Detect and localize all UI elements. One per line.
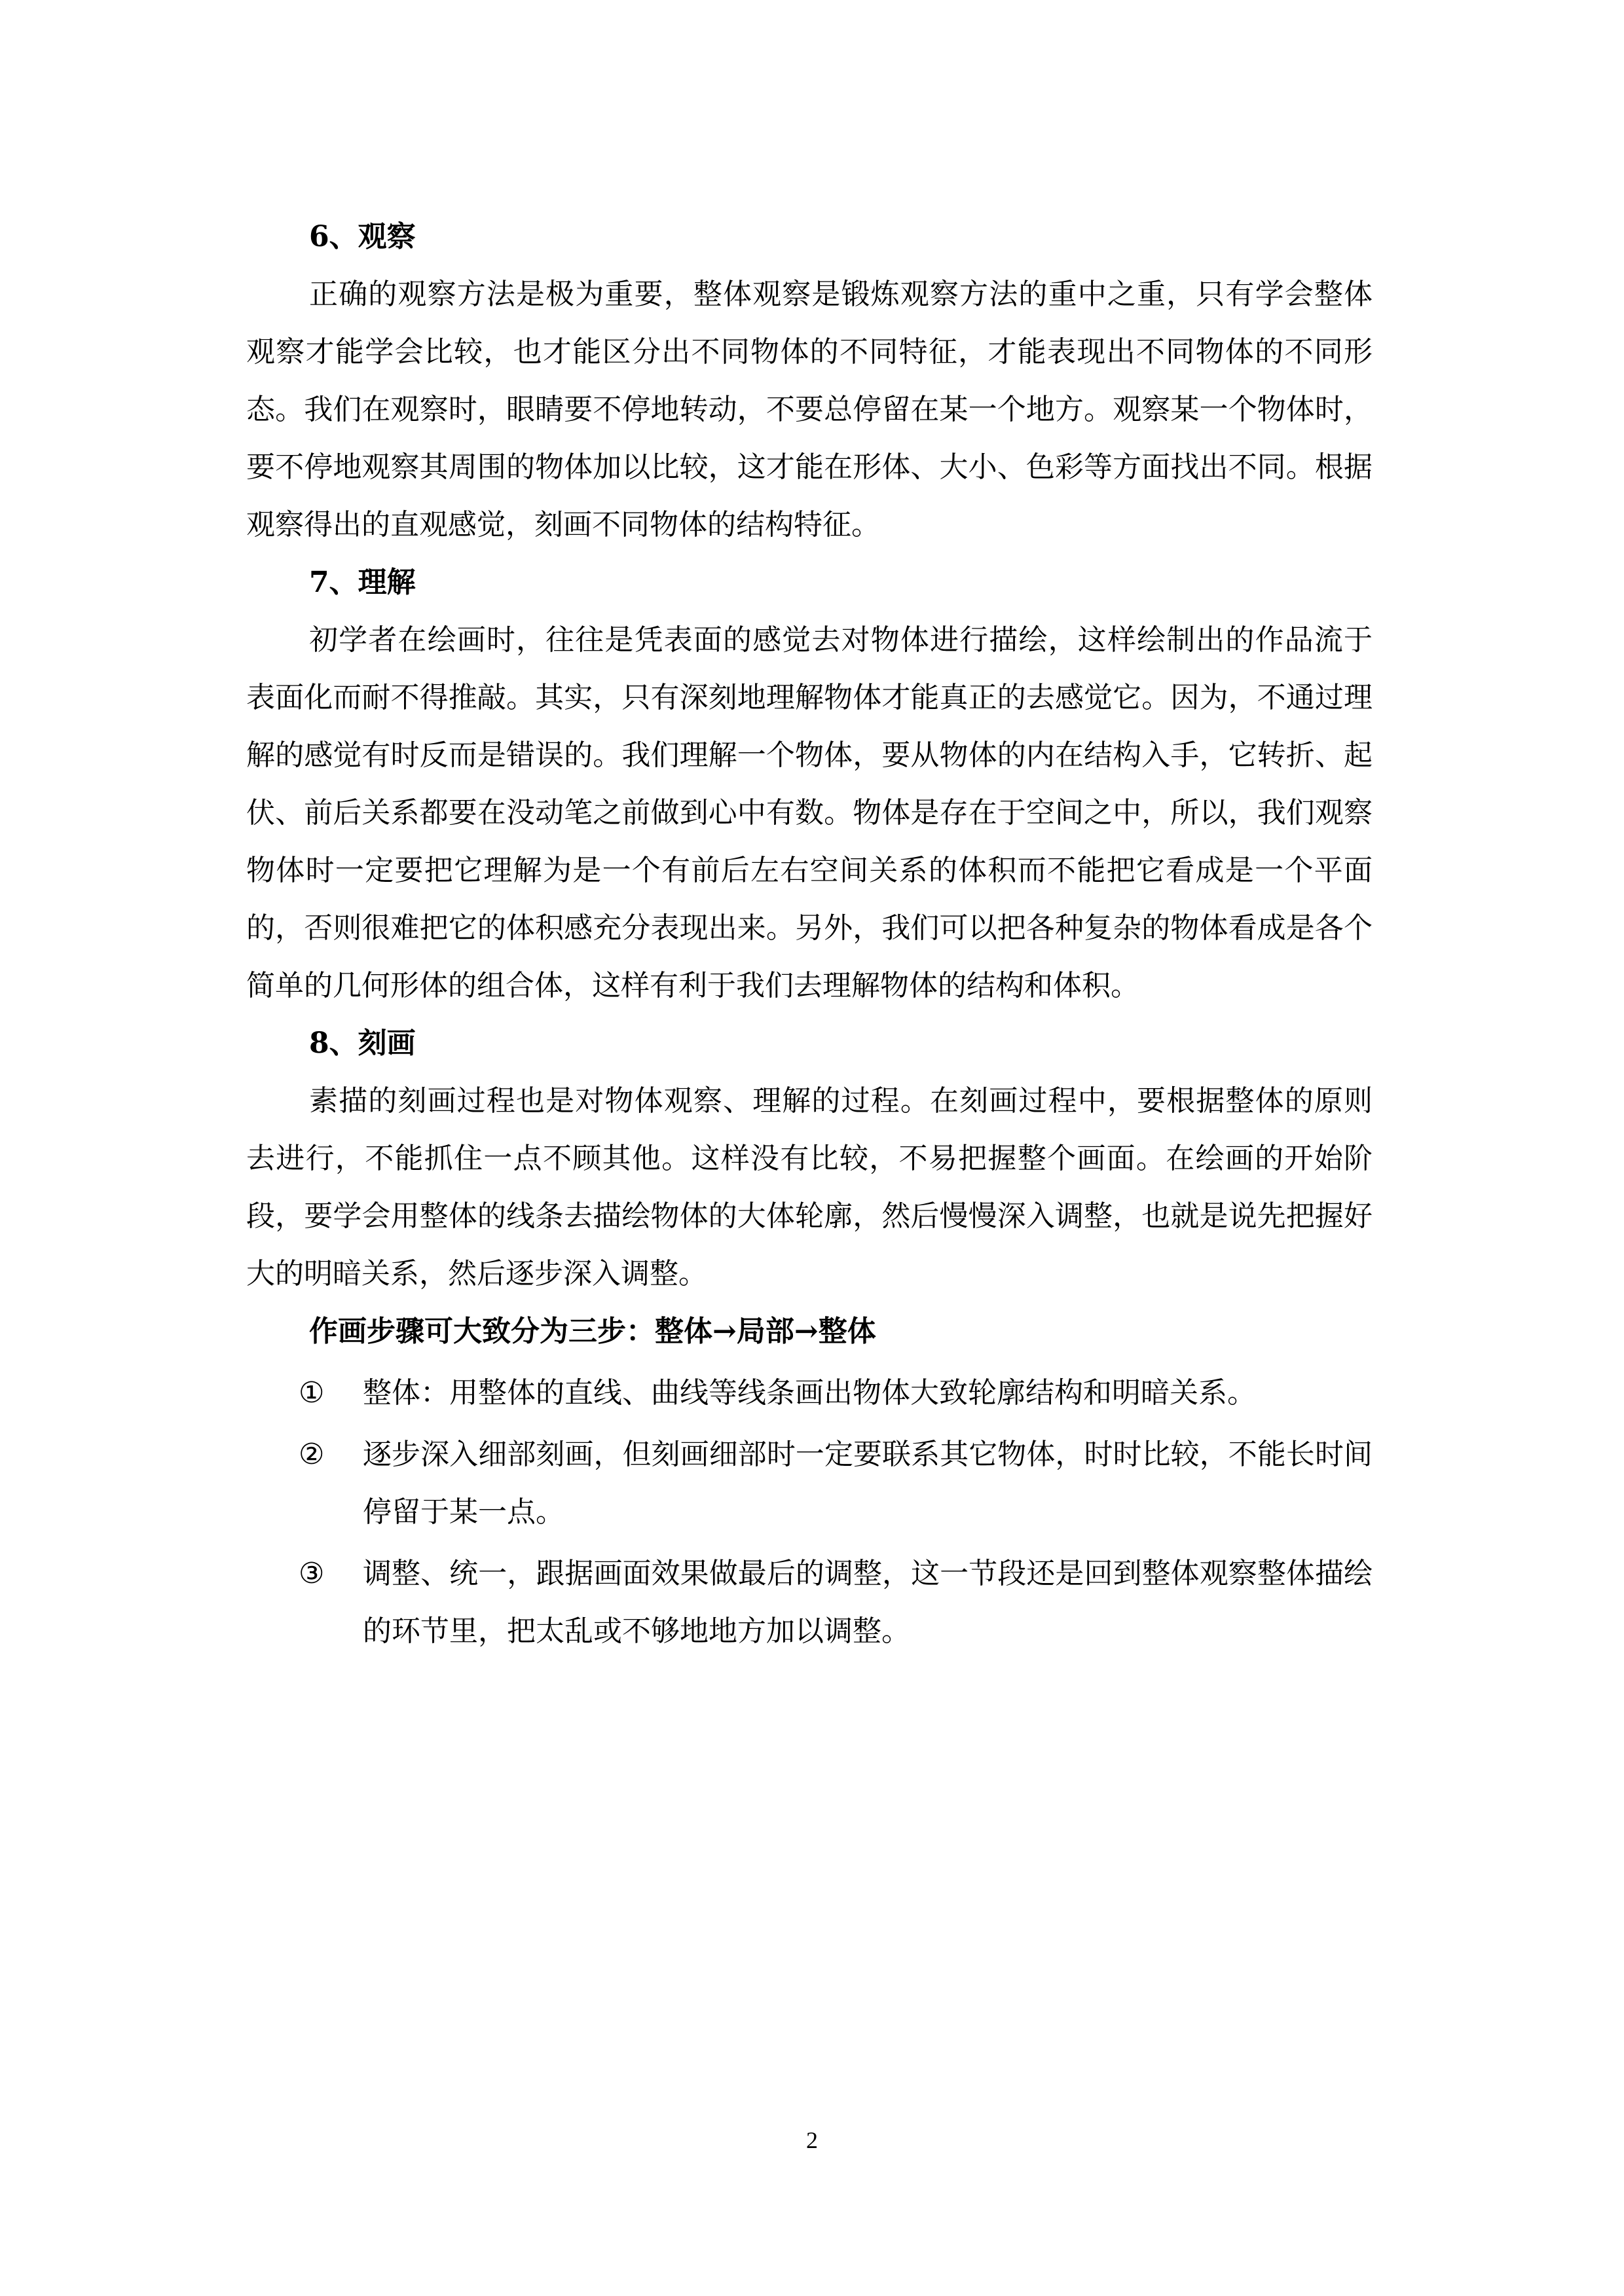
step-text: 逐步深入细部刻画，但刻画细部时一定要联系其它物体，时时比较，不能长时间停留于某一点。 xyxy=(363,1438,1373,1529)
steps-list xyxy=(246,1364,1373,1660)
step-number: ③ xyxy=(299,1557,325,1590)
paragraph-observe: 正确的观察方法是极为重要，整体观察是锻炼观察方法的重中之重，只有学会整体观察才能学会比较，也才能区分出不同物体的不同特征，才能表现出不同物体的不同形态。我们在观察时，眼睛要不停地转动，不要总停留在某一个地方。观察某一个物体时，要不停地观察其周围的物体加以比较，这才能在形体、大小、色彩等方面找出不同。根据观察得出的直观感觉，刻画不同物体的结构特征。 xyxy=(246,278,1373,541)
page-number: 2 xyxy=(806,2127,818,2153)
paragraph-understand: 初学者在绘画时，往往是凭表面的感觉去对物体进行描绘，这样绘制出的作品流于表面化而耐不得推敲。其实，只有深刻地理解物体才能真正的去感觉它。因为，不通过理解的感觉有时反而是错误的。我们理解一个物体，要从物体的内在结构入手，它转折、起伏、前后关系都要在没动笔之前做到心中有数。物体是存在于空间之中，所以，我们观察物体时一定要把它理解为是一个有前后左右空间关系的体积而不能把它看成是一个平面的，否则很难把它的体积感充分表现出来。另外，我们可以把各种复杂的物体看成是各个简单的几何形体的组合体，这样有利于我们去理解物体的结构和体积。 xyxy=(246,623,1373,1002)
step-text: 整体：用整体的直线、曲线等线条画出物体大致轮廓结构和明暗关系。 xyxy=(363,1376,1256,1410)
document-body xyxy=(246,208,1373,1660)
section-heading-depict: 8、刻画 xyxy=(309,1027,416,1060)
paragraph-depict: 素描的刻画过程也是对物体观察、理解的过程。在刻画过程中，要根据整体的原则去进行，不能抓住一点不顾其他。这样没有比较，不易把握整个画面。在绘画的开始阶段，要学会用整体的线条去描绘物体的大体轮廓，然后慢慢深入调整，也就是说先把握好大的明暗关系，然后逐步深入调整。 xyxy=(246,1084,1373,1290)
step-number: ① xyxy=(299,1376,325,1410)
steps-title: 作画步骤可大致分为三步：整体→局部→整体 xyxy=(309,1315,876,1348)
list-item xyxy=(246,1364,1373,1422)
step-number: ② xyxy=(299,1438,325,1471)
step-text: 调整、统一，跟据画面效果做最后的调整，这一节段还是回到整体观察整体描绘的环节里，把太乱或不够地地方加以调整。 xyxy=(363,1557,1373,1648)
section-heading-observe: 6、观察 xyxy=(309,220,416,253)
section-heading-understand: 7、理解 xyxy=(309,566,416,599)
list-item xyxy=(246,1545,1373,1660)
list-item xyxy=(246,1426,1373,1541)
